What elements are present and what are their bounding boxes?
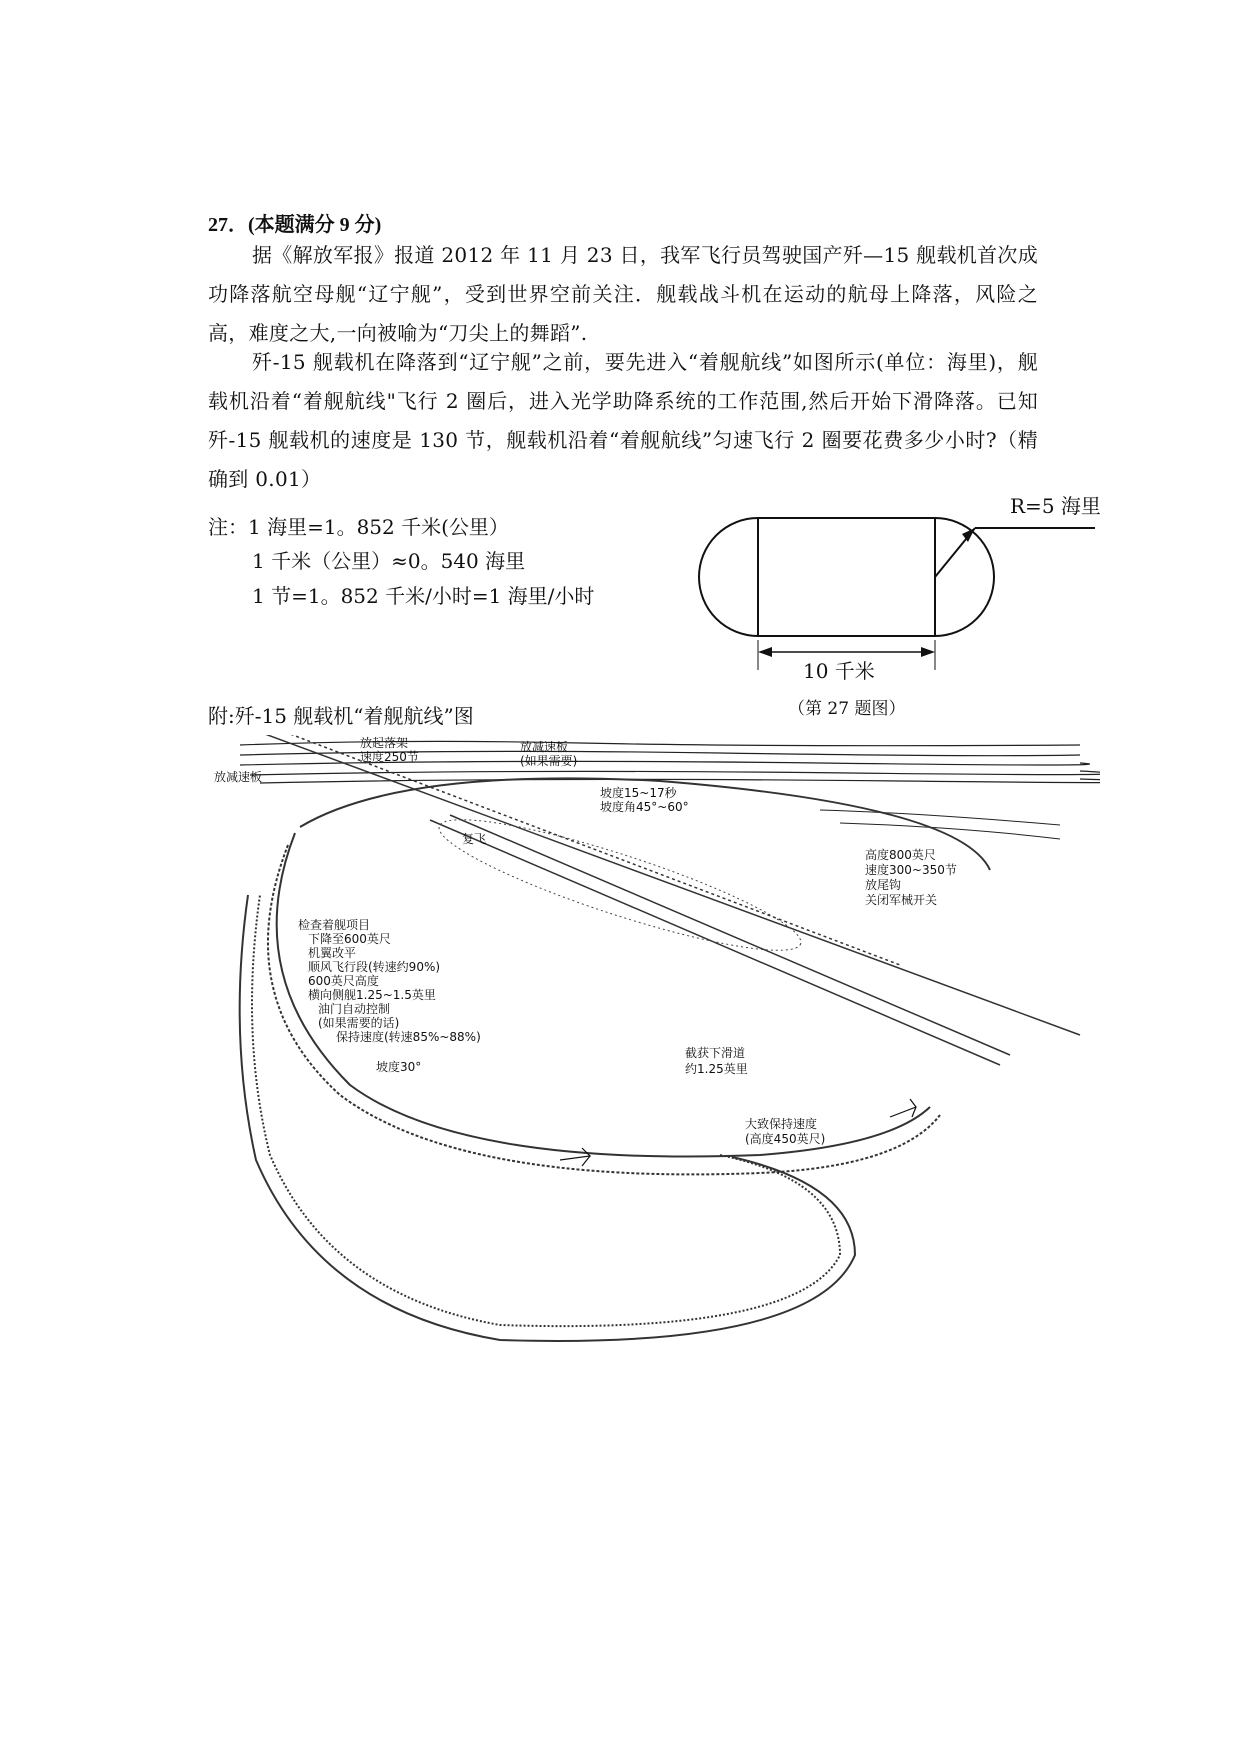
landing-pattern-illustration [200, 735, 1100, 1395]
lbl-alt450: (高度450英尺) [745, 1132, 826, 1146]
dim-arrow-right [921, 647, 935, 657]
question-paragraph-1: 据《解放军报》报道 2012 年 11 月 23 日，我军飞行员驾驶国产歼—15 舰载机首次成功降落航空母舰“辽宁舰”，受到世界空前关注．舰载战斗机在运动的航母上降落，风险之高，难度之大,一向被喻为“刀尖上的舞蹈”. [208, 243, 1038, 345]
lbl-abeam: 横向侧舰1.25~1.5英里 [308, 988, 436, 1002]
dim-arrow-left [758, 647, 772, 657]
lbl-gear-down: 放起落架 [360, 736, 409, 750]
lbl-check: 检查着舰项目 [298, 918, 371, 932]
lbl-speedbrake-left: 放减速板 [214, 770, 263, 784]
attachment-title: 附:歼-15 舰载机“着舰航线”图 [208, 704, 474, 728]
note-line-1: 注：1 海里=1。852 千米(公里） [208, 515, 509, 539]
lbl-throttle: 油门自动控制 [318, 1002, 391, 1016]
lbl-switch: 关闭军械开关 [865, 893, 938, 907]
length-label: 10 千米 [803, 659, 875, 683]
radius-arrowhead [962, 528, 975, 542]
figure-caption: （第 27 题图） [788, 699, 906, 719]
track-outline [699, 518, 994, 636]
aircraft-icon [890, 1099, 916, 1117]
lbl-gear-speed: 速度250节 [360, 750, 419, 764]
lbl-glide-dist: 约1.25英里 [685, 1062, 748, 1076]
lbl-speedbrake-note: (如果需要) [520, 754, 578, 768]
note-line-3: 1 节=1。852 千米/小时=1 海里/小时 [252, 584, 595, 608]
lbl-slope2: 坡度角45°~60° [600, 800, 689, 814]
lbl-hold-speed2: 大致保持速度 [745, 1117, 818, 1131]
lbl-speedbrake-top: 放减速板 [520, 740, 569, 754]
lbl-hook: 放尾钩 [865, 878, 902, 892]
question-paragraph-2: 歼-15 舰载机在降落到“辽宁舰”之前，要先进入“着舰航线”如图所示(单位：海里)，舰载机沿着“着舰航线"飞行 2 圈后，进入光学助降系统的工作范围,然后开始下滑降落。已知歼-15 舰载机的速度是 130 节，舰载机沿着“着舰航线”匀速飞行 2 圈要花费多少小时?（精确到 0.01） [208, 350, 1038, 491]
lbl-glide: 截获下滑道 [685, 1046, 746, 1060]
radius-label: R=5 海里 [1010, 494, 1101, 518]
lbl-speed300: 速度300~350节 [865, 863, 957, 877]
lbl-descend: 下降至600英尺 [308, 932, 391, 946]
question-title: 27．(本题满分 9 分) [208, 214, 382, 236]
note-line-2: 1 千米（公里）≈0。540 海里 [252, 549, 526, 573]
lbl-level: 机翼改平 [308, 946, 357, 960]
lbl-go-around: 复飞 [462, 832, 487, 846]
lbl-throttle-note: (如果需要的话) [318, 1016, 400, 1030]
lbl-altitude800: 高度800英尺 [865, 848, 936, 862]
lbl-downwind: 顺风飞行段(转速约90%) [308, 960, 441, 974]
lbl-bank30: 坡度30° [376, 1060, 422, 1074]
wake [430, 798, 810, 972]
lbl-slope1: 坡度15~17秒 [600, 786, 677, 800]
lbl-hold-speed: 保持速度(转速85%~88%) [336, 1030, 481, 1044]
lbl-alt600: 600英尺高度 [308, 974, 379, 988]
